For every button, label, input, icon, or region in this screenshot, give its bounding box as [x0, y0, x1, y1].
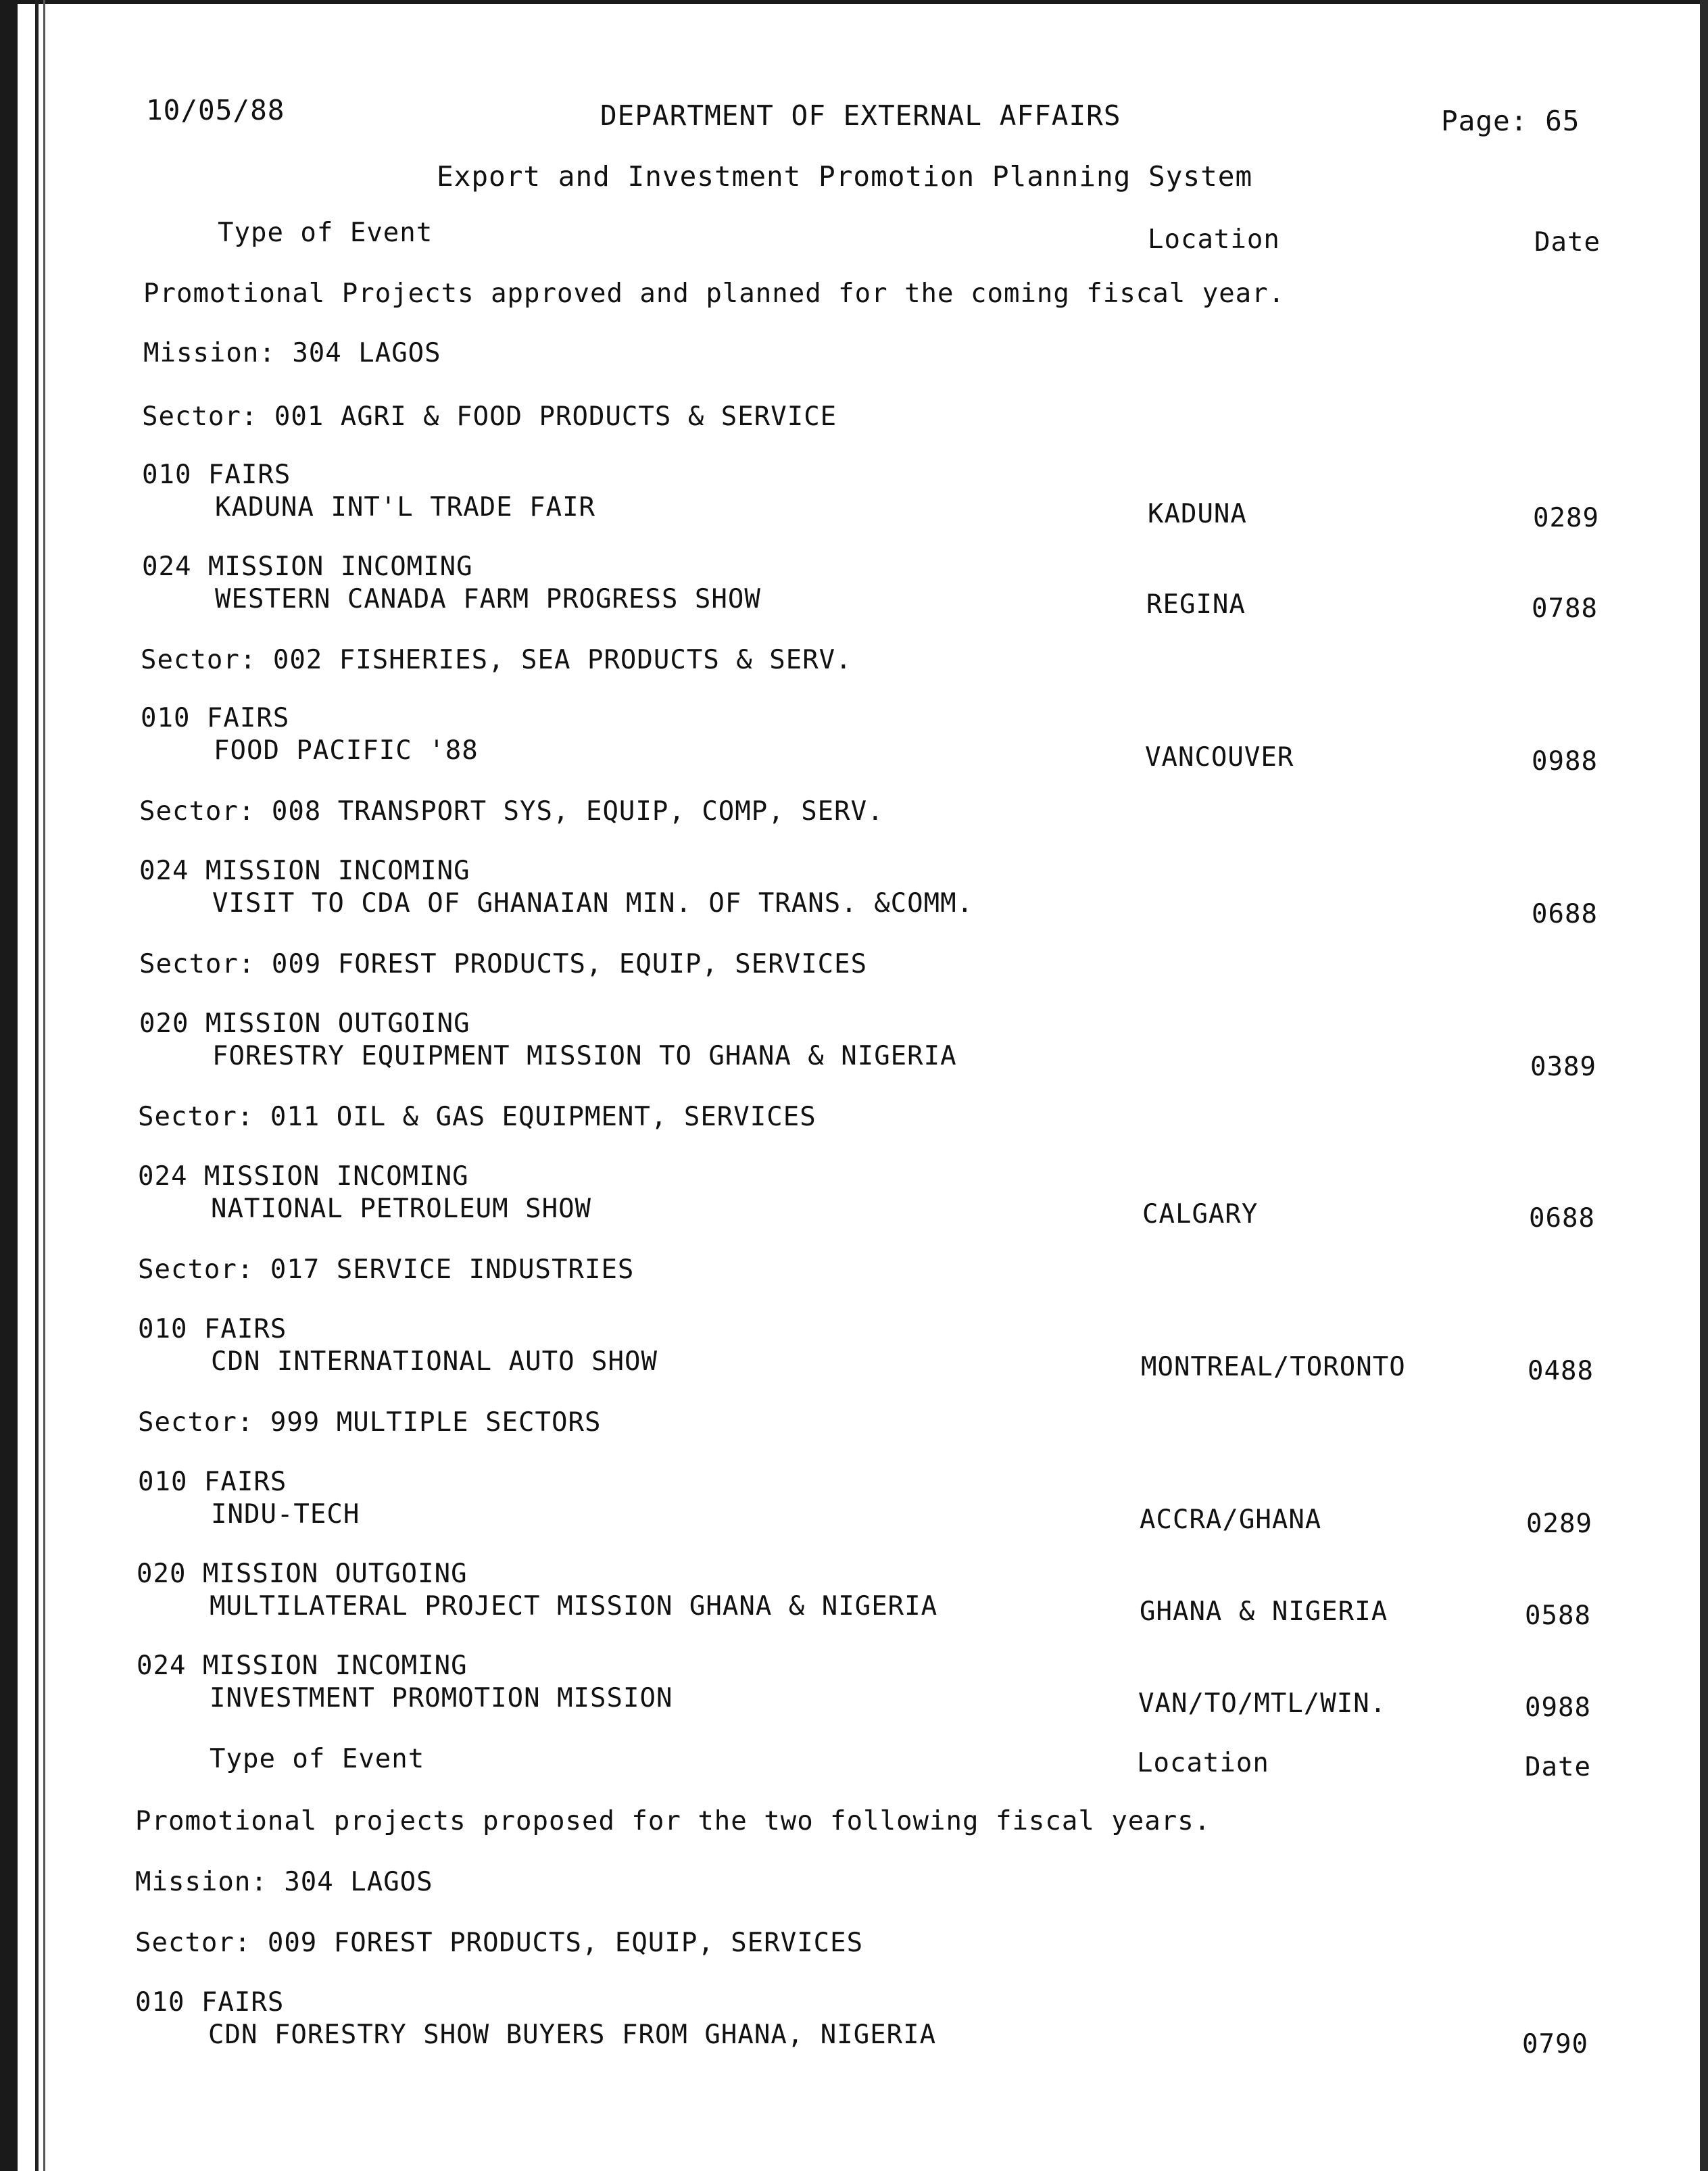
- event-date: 0790: [1522, 2029, 1588, 2059]
- event-location: ACCRA/GHANA: [1140, 1505, 1322, 1535]
- event-type: 010 FAIRS: [135, 1987, 285, 2018]
- system-title: Export and Investment Promotion Planning System: [437, 160, 1253, 193]
- event-type: 010 FAIRS: [138, 1467, 287, 1497]
- sector-heading: Sector: 999 MULTIPLE SECTORS: [138, 1407, 602, 1438]
- event-location: VAN/TO/MTL/WIN.: [1138, 1688, 1387, 1719]
- column-header-type-of-event: Type of Event: [210, 1744, 425, 1774]
- sector-heading: Sector: 001 AGRI & FOOD PRODUCTS & SERVICE: [142, 401, 837, 432]
- sector-heading: Sector: 002 FISHERIES, SEA PRODUCTS & SERV.: [141, 645, 852, 675]
- event-name: INDU-TECH: [211, 1499, 360, 1530]
- scan-edge-right: [1700, 0, 1708, 2171]
- event-date: 0389: [1530, 1052, 1596, 1082]
- event-date: 0688: [1529, 1203, 1595, 1234]
- scan-edge-left: [0, 0, 18, 2171]
- event-name: MULTILATERAL PROJECT MISSION GHANA & NIGERIA: [210, 1591, 938, 1621]
- event-name: WESTERN CANADA FARM PROGRESS SHOW: [215, 584, 761, 614]
- event-type: 010 FAIRS: [141, 703, 290, 733]
- sector-heading: Sector: 017 SERVICE INDUSTRIES: [138, 1254, 635, 1285]
- column-header-location: Location: [1137, 1748, 1269, 1778]
- department-title: DEPARTMENT OF EXTERNAL AFFAIRS: [600, 99, 1121, 132]
- event-location: GHANA & NIGERIA: [1140, 1596, 1388, 1627]
- event-name: KADUNA INT'L TRADE FAIR: [215, 492, 596, 522]
- scan-edge-top: [0, 0, 1708, 4]
- mission-label: Mission: 304 LAGOS: [143, 338, 441, 368]
- event-type: 010 FAIRS: [142, 460, 291, 490]
- event-type: 020 MISSION OUTGOING: [139, 1008, 470, 1039]
- event-name: CDN INTERNATIONAL AUTO SHOW: [211, 1346, 658, 1377]
- event-date: 0688: [1532, 899, 1598, 929]
- event-date: 0788: [1532, 593, 1598, 624]
- event-name: CDN FORESTRY SHOW BUYERS FROM GHANA, NIGERIA: [208, 2020, 937, 2050]
- mission-label: Mission: 304 LAGOS: [135, 1867, 433, 1897]
- event-location: KADUNA: [1148, 499, 1247, 529]
- scan-binding-line-thin: [43, 0, 45, 2171]
- event-type: 020 MISSION OUTGOING: [137, 1559, 468, 1589]
- section-intro: Promotional Projects approved and planned for the coming fiscal year.: [143, 278, 1286, 309]
- event-type: 024 MISSION INCOMING: [138, 1161, 469, 1192]
- section-intro: Promotional projects proposed for the two following fiscal years.: [135, 1806, 1211, 1836]
- event-type: 024 MISSION INCOMING: [137, 1651, 468, 1681]
- event-date: 0988: [1525, 1692, 1591, 1723]
- event-name: FOOD PACIFIC '88: [214, 735, 479, 766]
- column-header-type-of-event: Type of Event: [218, 218, 433, 248]
- event-date: 0289: [1526, 1509, 1592, 1539]
- column-header-location: Location: [1148, 224, 1280, 255]
- event-location: VANCOUVER: [1145, 742, 1294, 773]
- event-date: 0588: [1525, 1601, 1591, 1631]
- event-date: 0488: [1528, 1356, 1594, 1386]
- scan-binding-line: [35, 0, 39, 2171]
- event-name: NATIONAL PETROLEUM SHOW: [211, 1194, 592, 1224]
- report-date: 10/05/88: [146, 94, 285, 126]
- event-type: 024 MISSION INCOMING: [139, 856, 470, 886]
- page-number: Page: 65: [1441, 105, 1580, 137]
- column-header-date: Date: [1525, 1752, 1591, 1782]
- event-location: REGINA: [1146, 589, 1246, 620]
- event-date: 0988: [1532, 746, 1598, 777]
- sector-heading: Sector: 009 FOREST PRODUCTS, EQUIP, SERVICES: [135, 1928, 864, 1958]
- event-date: 0289: [1533, 503, 1599, 533]
- event-name: INVESTMENT PROMOTION MISSION: [210, 1683, 673, 1713]
- sector-heading: Sector: 009 FOREST PRODUCTS, EQUIP, SERVICES: [139, 949, 868, 979]
- sector-heading: Sector: 011 OIL & GAS EQUIPMENT, SERVICES: [138, 1102, 816, 1132]
- event-name: FORESTRY EQUIPMENT MISSION TO GHANA & NIGERIA: [212, 1041, 957, 1071]
- event-type: 010 FAIRS: [138, 1314, 287, 1344]
- event-type: 024 MISSION INCOMING: [142, 552, 473, 582]
- event-name: VISIT TO CDA OF GHANAIAN MIN. OF TRANS. &COMM.: [212, 888, 974, 919]
- event-location: MONTREAL/TORONTO: [1141, 1352, 1406, 1382]
- column-header-date: Date: [1534, 227, 1601, 258]
- event-location: CALGARY: [1142, 1199, 1259, 1229]
- sector-heading: Sector: 008 TRANSPORT SYS, EQUIP, COMP, SERV.: [139, 796, 884, 827]
